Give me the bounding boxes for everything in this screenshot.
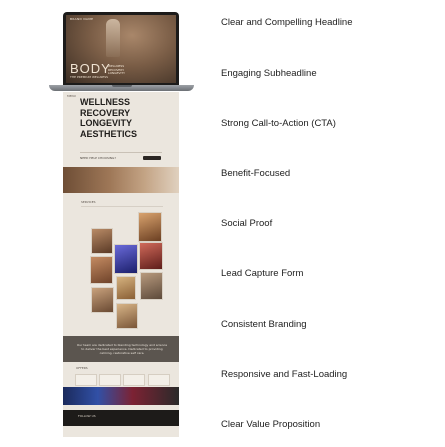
- page-headline: [80, 97, 137, 139]
- nav-label[interactable]: MENU: [67, 94, 76, 98]
- footer-text[interactable]: FOLLOW US: [78, 414, 96, 418]
- checklist-item: Benefit-Focused: [221, 168, 291, 179]
- footer: [63, 410, 179, 426]
- headline-line: LONGEVITY: [80, 118, 133, 128]
- cta-button[interactable]: [143, 156, 161, 160]
- laptop-display: [66, 15, 176, 83]
- service-tile[interactable]: [91, 228, 113, 254]
- laptop-subtitle-line: RECOVERY: [108, 67, 125, 72]
- checklist-item: Clear Value Proposition: [221, 419, 321, 430]
- service-tile[interactable]: [140, 272, 163, 300]
- hero-image-strip: [63, 167, 179, 193]
- headline-line: RECOVERY: [80, 107, 131, 118]
- headline-line: AESTHETICS: [80, 128, 138, 139]
- service-tile[interactable]: [116, 303, 138, 329]
- laptop-hero-title: BODY: [70, 61, 111, 76]
- service-tile[interactable]: [138, 212, 162, 242]
- checklist-item: Clear and Compelling Headline: [221, 17, 353, 28]
- checklist-item: Strong Call-to-Action (CTA): [221, 118, 336, 129]
- offer-card[interactable]: [75, 374, 97, 386]
- headline-line: WELLNESS: [80, 97, 131, 107]
- service-tile[interactable]: [116, 276, 136, 300]
- laptop-tagline: THE PREMIUM WELLNESS: [70, 75, 109, 79]
- checklist-item: Responsive and Fast-Loading: [221, 369, 348, 380]
- checklist-item: Engaging Subheadline: [221, 68, 317, 79]
- services-label: SERVICES: [81, 200, 96, 204]
- service-tile[interactable]: [91, 287, 114, 313]
- cta-label: NEED HELP CHOOSING?: [80, 156, 116, 160]
- gallery-strip: [63, 387, 179, 405]
- offer-card[interactable]: [99, 374, 121, 386]
- divider: [81, 206, 163, 207]
- checklist-item: Lead Capture Form: [221, 268, 304, 279]
- laptop-subtitle-line: WELLNESS: [108, 64, 125, 68]
- laptop-brand: BRAND NAME: [70, 17, 94, 21]
- checklist-item: Consistent Branding: [221, 319, 307, 330]
- service-tile[interactable]: [90, 256, 113, 284]
- checklist-item: Social Proof: [221, 218, 273, 229]
- divider: [80, 152, 162, 153]
- laptop-hero-subtitle: [108, 65, 125, 76]
- testimonial-text: Our team are dedicated to blending technology and science to deliver the best experience. Dedicated to providing calming, restorative self care.: [76, 343, 168, 355]
- offer-card[interactable]: [123, 374, 145, 386]
- service-tile[interactable]: [139, 242, 163, 270]
- laptop-subtitle-line: LONGEVITY: [108, 71, 125, 75]
- offers-label: OFFERS: [76, 366, 88, 370]
- offer-card[interactable]: [148, 374, 170, 386]
- service-tile[interactable]: [114, 244, 138, 274]
- laptop-notch: [112, 85, 132, 87]
- hero-figure-image: [106, 19, 120, 57]
